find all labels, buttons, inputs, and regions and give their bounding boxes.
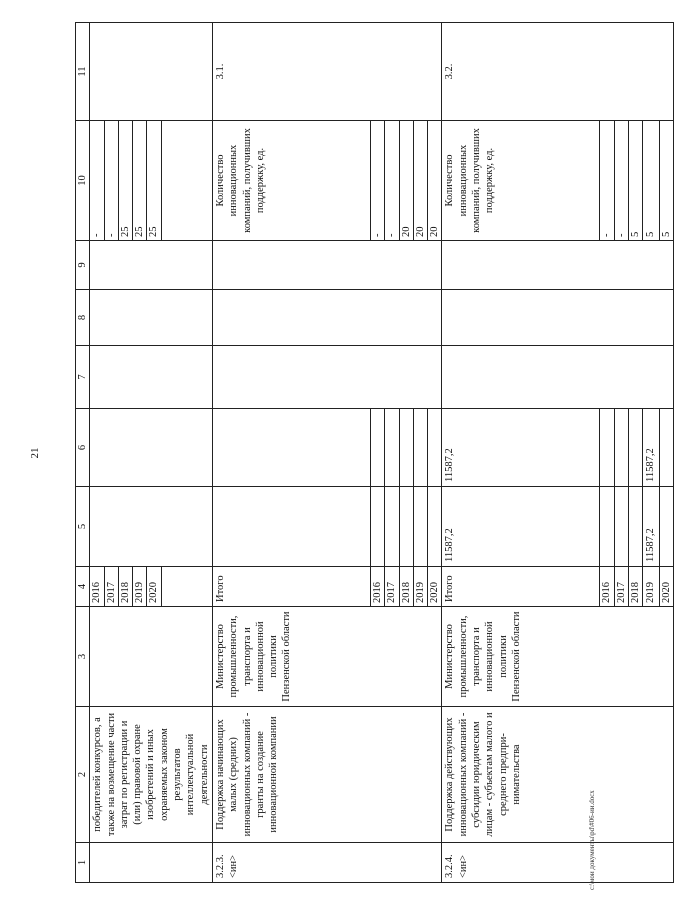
year-cell: 2020 [659,567,673,607]
header-cell: 6 [76,409,90,487]
indicator-value: - [614,121,628,241]
item-col8 [442,290,673,346]
table-row [442,23,600,883]
col5-cell [385,487,399,567]
header-cell: 9 [76,241,90,290]
item-col8 [212,290,441,346]
item-col7 [442,346,673,409]
col5-cell: 11587,2 [643,487,659,567]
header-cell: 4 [76,567,90,607]
header-cell: 3 [76,607,90,707]
year-cell: 2017 [614,567,628,607]
header-cell: 10 [76,121,90,241]
file-path-footer: c:\мои документы\pd\#06-ии.docx [588,790,596,890]
year-cell: 2019 [643,567,659,607]
total-label: Итого [212,567,370,607]
year-cell: 2016 [370,567,384,607]
indicator-value: 20 [428,121,442,241]
year-cell: 2018 [399,567,413,607]
header-cell: 1 [76,843,90,883]
col6-cell [385,409,399,487]
indicator-label: Количество инновационных компаний, получивших поддержку, ед. [212,121,370,241]
header-cell: 7 [76,346,90,409]
header-cell: 5 [76,487,90,567]
col5-cell [614,487,628,567]
indicator-value: 5 [643,121,659,241]
cont-executor [90,607,213,707]
filler-cell [161,121,212,241]
item-executor: Министерство промышленности, транспорта и инновационной политики Пензенской области [442,607,673,707]
total-col5: 11587,2 [442,487,600,567]
indicator-value: 20 [399,121,413,241]
target-ref: 3.1. [212,23,441,121]
header-cell: 8 [76,290,90,346]
col5-cell [629,487,643,567]
indicator-value: 25 [147,121,161,241]
indicator-value: - [90,121,104,241]
target-ref: 3.2. [442,23,673,121]
cont-description: победителей конкурсов, а также на возмещение части затрат по регистрации и (или) правовой охране изобретений и иных охраняемых законом результатов интеллектуальной деятельности [90,707,213,843]
item-executor: Министерство промышленности, транспорта и инновационной политики Пензенской области [212,607,441,707]
year-cell: 2016 [600,567,614,607]
page-number: 21 [29,447,41,459]
header-cell: 11 [76,23,90,121]
header-row [76,23,90,883]
total-label: Итого [442,567,600,607]
item-col7 [212,346,441,409]
col6-cell [659,409,673,487]
item-col9 [212,241,441,290]
indicator-value: 25 [133,121,147,241]
col6-cell [399,409,413,487]
cont-col11 [90,23,213,121]
indicator-value: 5 [659,121,673,241]
col5-cell [600,487,614,567]
year-cell: 2020 [428,567,442,607]
indicator-value: - [600,121,614,241]
col6-cell: 11587,2 [643,409,659,487]
cont-col8 [90,290,213,346]
year-cell: 2018 [118,567,132,607]
year-cell: 2020 [147,567,161,607]
indicator-label: Количество инновационных компаний, получивших поддержку, ед. [442,121,600,241]
col5-cell [399,487,413,567]
col6-cell [600,409,614,487]
indicator-value: - [385,121,399,241]
total-col5 [212,487,370,567]
cont-num-cell [90,843,213,883]
col5-cell [370,487,384,567]
col6-cell [428,409,442,487]
cont-col6 [90,409,213,487]
rotated-table-wrapper [75,23,672,883]
cont-col7 [90,346,213,409]
cont-col9 [90,241,213,290]
table-row [212,23,370,883]
col5-cell [659,487,673,567]
indicator-value: 20 [413,121,427,241]
year-cell: 2019 [133,567,147,607]
year-cell: 2018 [629,567,643,607]
item-number: 3.2.4. <ин> [442,843,673,883]
year-cell: 2017 [385,567,399,607]
col5-cell [428,487,442,567]
year-cell: 2016 [90,567,104,607]
col6-cell [370,409,384,487]
program-table [75,22,674,883]
item-description: Поддержка начинающих малых (средних) инновационных компаний - гранты на создание инновационной компании [212,707,441,843]
table-row [90,23,104,883]
year-cell: 2017 [104,567,118,607]
filler-cell [161,567,212,607]
cont-col5 [90,487,213,567]
indicator-value: - [370,121,384,241]
item-description: Поддержка действующих инновационных компаний - субсидии юридическим лицам - субъектам малого и среднего предпри-нимательства [442,707,673,843]
col6-cell [614,409,628,487]
col5-cell [413,487,427,567]
col6-cell [629,409,643,487]
year-cell: 2019 [413,567,427,607]
item-col9 [442,241,673,290]
indicator-value: - [104,121,118,241]
item-number: 3.2.3. <ин> [212,843,441,883]
indicator-value: 5 [629,121,643,241]
header-cell: 2 [76,707,90,843]
total-col6 [212,409,370,487]
indicator-value: 25 [118,121,132,241]
col6-cell [413,409,427,487]
total-col6: 11587,2 [442,409,600,487]
